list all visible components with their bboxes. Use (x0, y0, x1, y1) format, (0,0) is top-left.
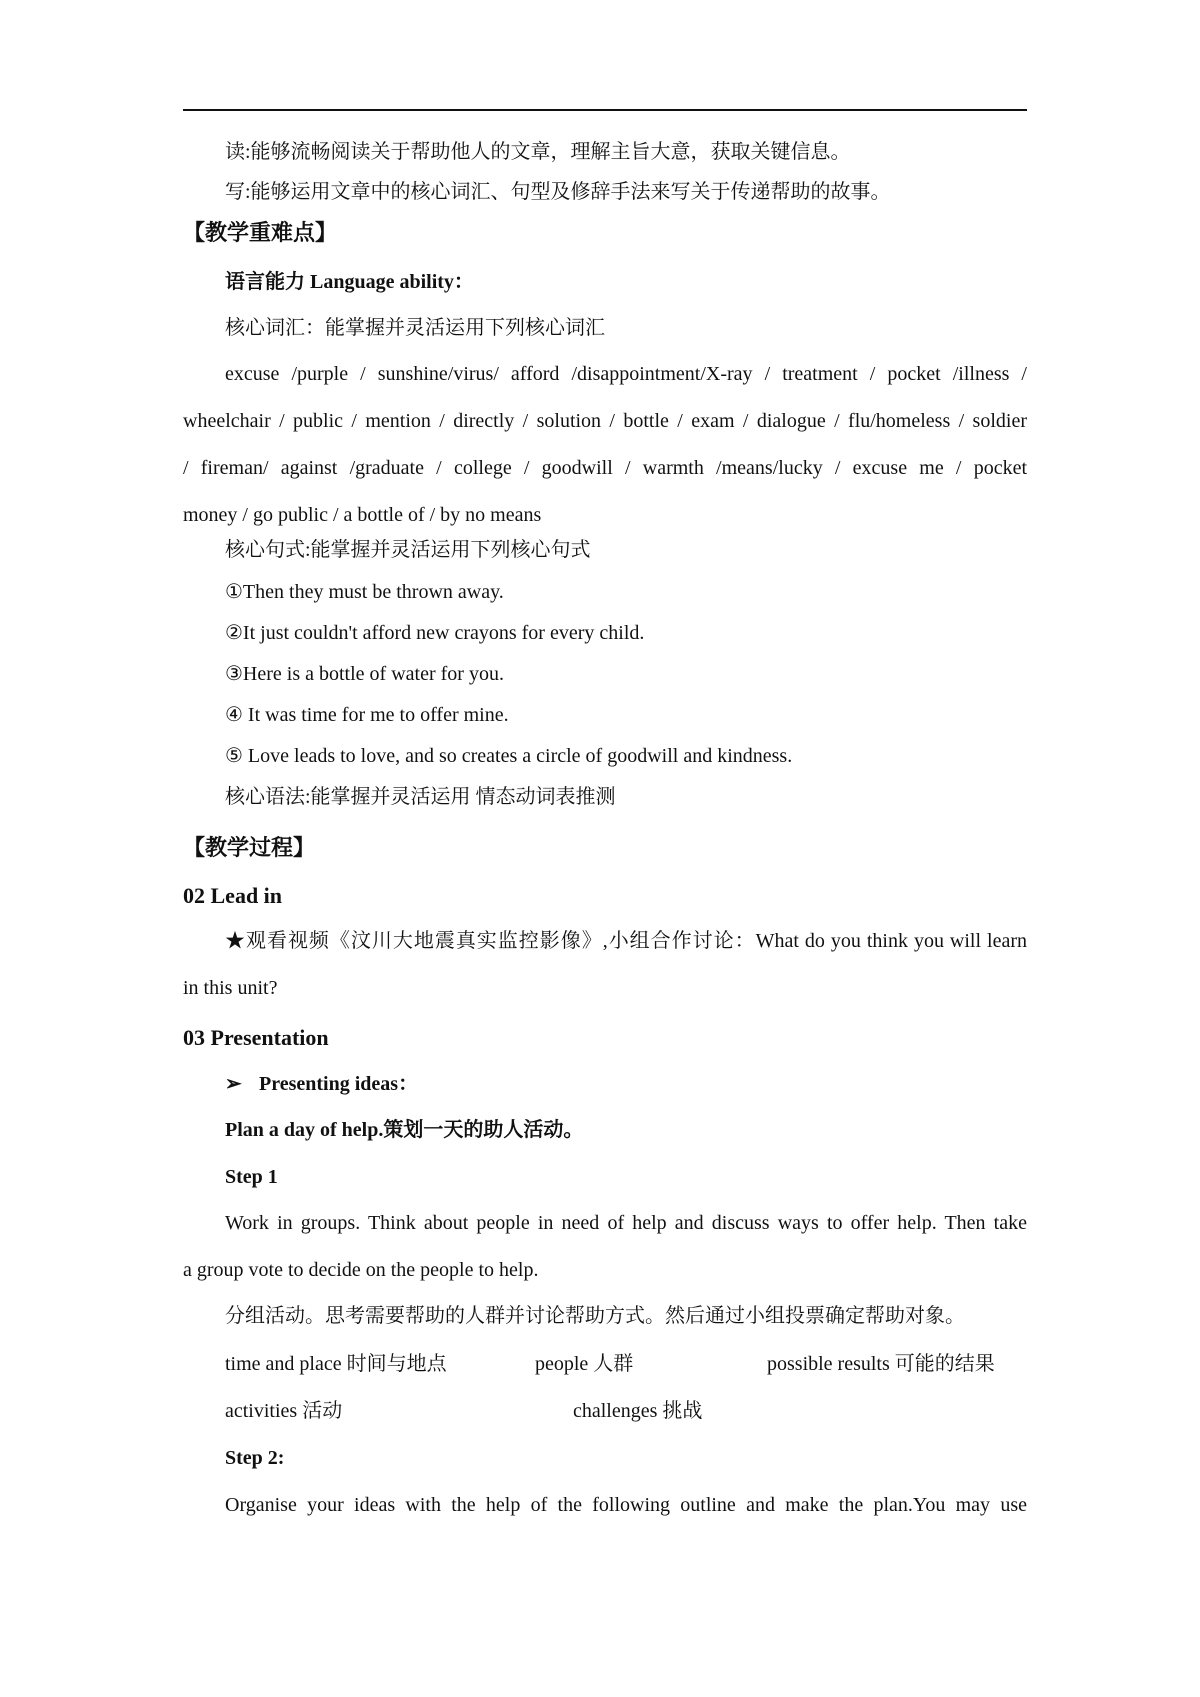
vocab-line: / fireman/ against /graduate / college / goodwill / warmth /means/lucky / excuse me / pocket (183, 457, 1027, 479)
vocab-line: money / go public / a bottle of / by no means (183, 504, 542, 526)
step1-line: a group vote to decide on the people to help. (183, 1259, 539, 1281)
sentence-item: ⑤ Love leads to love, and so creates a circle of goodwill and kindness. (225, 745, 793, 767)
step1-chinese: 分组活动。思考需要帮助的人群并讨论帮助方式。然后通过小组投票确定帮助对象。 (225, 1305, 965, 1327)
step2-label: Step 2: (225, 1447, 285, 1469)
sentence-item: ③Here is a bottle of water for you. (225, 663, 504, 685)
lead-in-heading: 02 Lead in (183, 883, 283, 908)
lead-in-line: ★观看视频《汶川大地震真实监控影像》,小组合作讨论：What do you think you will learn (225, 930, 1027, 952)
sentence-item: ②It just couldn't afford new crayons for every child. (225, 622, 645, 644)
lead-in-line: in this unit? (183, 977, 278, 999)
term-challenges: challenges 挑战 (573, 1400, 703, 1422)
vocab-line: wheelchair / public / mention / directly / solution / bottle / exam / dialogue / flu/homeless / soldier (183, 410, 1027, 432)
term-activities: activities 活动 (225, 1400, 343, 1422)
term-possible-results: possible results 可能的结果 (767, 1353, 995, 1375)
core-sentence-label: 核心句式:能掌握并灵活运用下列核心句式 (225, 539, 591, 561)
header-rule (183, 109, 1027, 111)
step1-label: Step 1 (225, 1166, 278, 1188)
presenting-ideas-item (225, 1072, 418, 1096)
reading-objective: 读:能够流畅阅读关于帮助他人的文章，理解主旨大意，获取关键信息。 (225, 141, 851, 163)
term-time-place: time and place 时间与地点 (225, 1353, 447, 1375)
writing-objective: 写:能够运用文章中的核心词汇、句型及修辞手法来写关于传递帮助的故事。 (225, 181, 891, 203)
plan-title: Plan a day of help.策划一天的助人活动。 (225, 1119, 584, 1141)
process-heading: 【教学过程】 (183, 835, 316, 860)
presenting-ideas-label: Presenting ideas： (259, 1073, 419, 1095)
term-people: people 人群 (535, 1353, 634, 1375)
language-ability-label: 语言能力 Language ability： (225, 271, 474, 293)
core-vocab-label: 核心词汇：能掌握并灵活运用下列核心词汇 (225, 317, 605, 339)
step2-line: Organise your ideas with the help of the following outline and make the plan.You may use (225, 1494, 1027, 1516)
sentence-item: ④ It was time for me to offer mine. (225, 704, 509, 726)
step1-line: Work in groups. Think about people in need of help and discuss ways to offer help. Then take (225, 1212, 1027, 1234)
key-points-heading: 【教学重难点】 (183, 220, 338, 245)
vocab-line: excuse /purple / sunshine/virus/ afford /disappointment/X-ray / treatment / pocket /illness / (225, 363, 1027, 385)
sentence-item: ①Then they must be thrown away. (225, 581, 504, 603)
arrow-bullet-icon: ➢ (225, 1073, 242, 1095)
presentation-heading: 03 Presentation (183, 1025, 329, 1050)
core-grammar: 核心语法:能掌握并灵活运用 情态动词表推测 (225, 786, 616, 808)
